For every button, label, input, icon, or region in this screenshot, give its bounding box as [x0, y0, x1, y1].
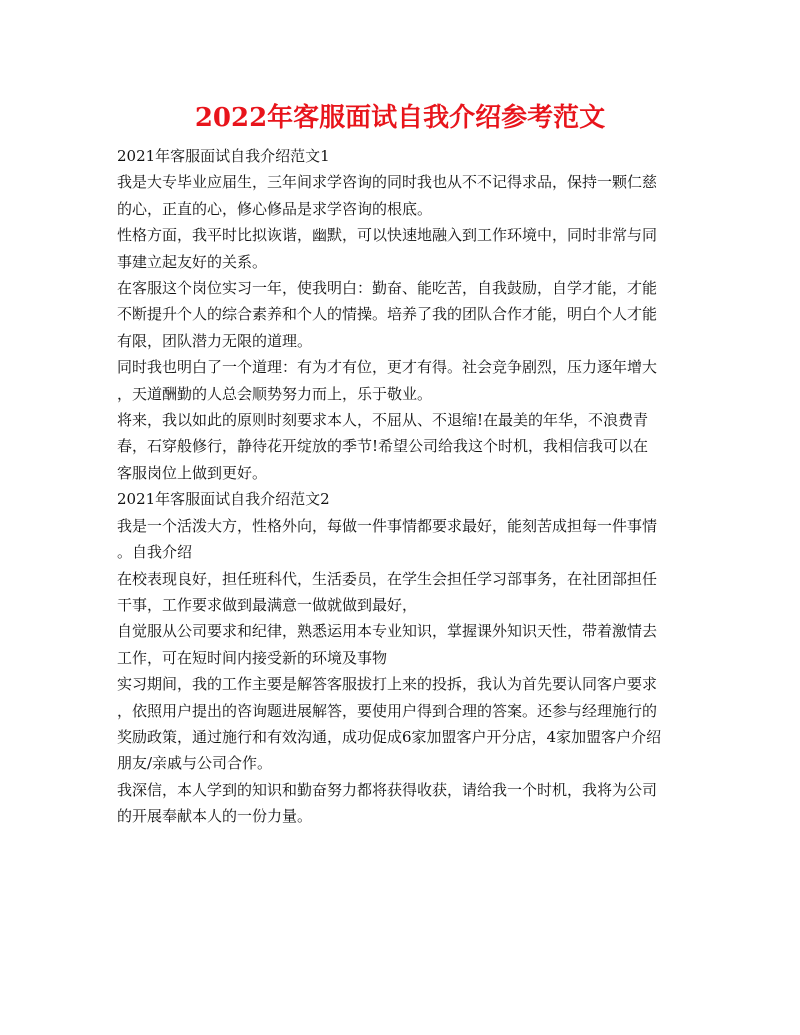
body-line: 性格方面，我平时比拟诙谐，幽默，可以快速地融入到工作环境中，同时非常与同: [117, 226, 658, 245]
body-line: 自觉服从公司要求和纪律，熟悉运用本专业知识，掌握课外知识天性，带着激情去: [117, 622, 658, 641]
body-line: 事建立起友好的关系。: [117, 252, 268, 271]
body-line: 不断提升个人的综合素养和个人的情操。培养了我的团队合作才能，明白个人才能: [117, 305, 658, 324]
section-heading-2: 2021年客服面试自我介绍范文2: [117, 490, 330, 509]
body-line: ，依照用户提出的咨询题进展解答，要使用户得到合理的答案。还参与经理施行的: [117, 701, 658, 720]
document-title: 2022年客服面试自我介绍参考范文: [194, 103, 606, 133]
body-line: 朋友/亲戚与公司合作。: [117, 754, 273, 773]
body-line: 同时我也明白了一个道理：有为才有位，更才有得。社会竞争剧烈，压力逐年增大: [117, 358, 658, 377]
body-line: 的开展奉献本人的一份力量。: [117, 807, 313, 826]
body-line: 干事，工作要求做到最满意一做就做到最好，: [117, 595, 418, 614]
body-line: 实习期间，我的工作主要是解答客服拔打上来的投拆，我认为首先要认同客户要求: [117, 675, 658, 694]
body-line: 我深信，本人学到的知识和勤奋努力都将获得收获，请给我一个时机，我将为公司: [117, 780, 658, 799]
body-line: 工作，可在短时间内接受新的环境及事物: [117, 648, 388, 667]
body-line: 我是一个活泼大方，性格外向，每做一件事情都要求最好，能刻苦成担每一件事情: [117, 516, 658, 535]
body-line: 。自我介绍: [117, 543, 193, 562]
body-line: 将来，我以如此的原则时刻要求本人，不屈从、不退缩!在最美的年华，不浪费青: [117, 411, 649, 430]
body-line: 的心，正直的心，修心修品是求学咨询的根底。: [117, 199, 433, 218]
body-line: 客服岗位上做到更好。: [117, 463, 268, 482]
document-body: [117, 143, 687, 830]
body-line: ，天道酬勤的人总会顺势努力而上，乐于敬业。: [117, 384, 433, 403]
body-line: 在客服这个岗位实习一年，使我明白：勤奋、能吃苦，自我鼓励，自学才能，才能: [117, 279, 658, 298]
body-line: 我是大专毕业应届生，三年间求学咨询的同时我也从不不记得求品，保持一颗仁慈: [117, 173, 658, 192]
section-heading-1: 2021年客服面试自我介绍范文1: [117, 147, 330, 165]
body-line: 有限，团队潜力无限的道理。: [117, 331, 313, 350]
body-line: 在校表现良好，担任班科代，生活委员，在学生会担任学习部事务，在社团部担任: [117, 569, 658, 588]
body-line: 奖励政策，通过施行和有效沟通，成功促成6家加盟客户开分店，4家加盟客户介绍: [117, 727, 662, 746]
body-line: 春，石穿般修行，静待花开绽放的季节!希望公司给我这个时机，我相信我可以在: [117, 437, 649, 456]
